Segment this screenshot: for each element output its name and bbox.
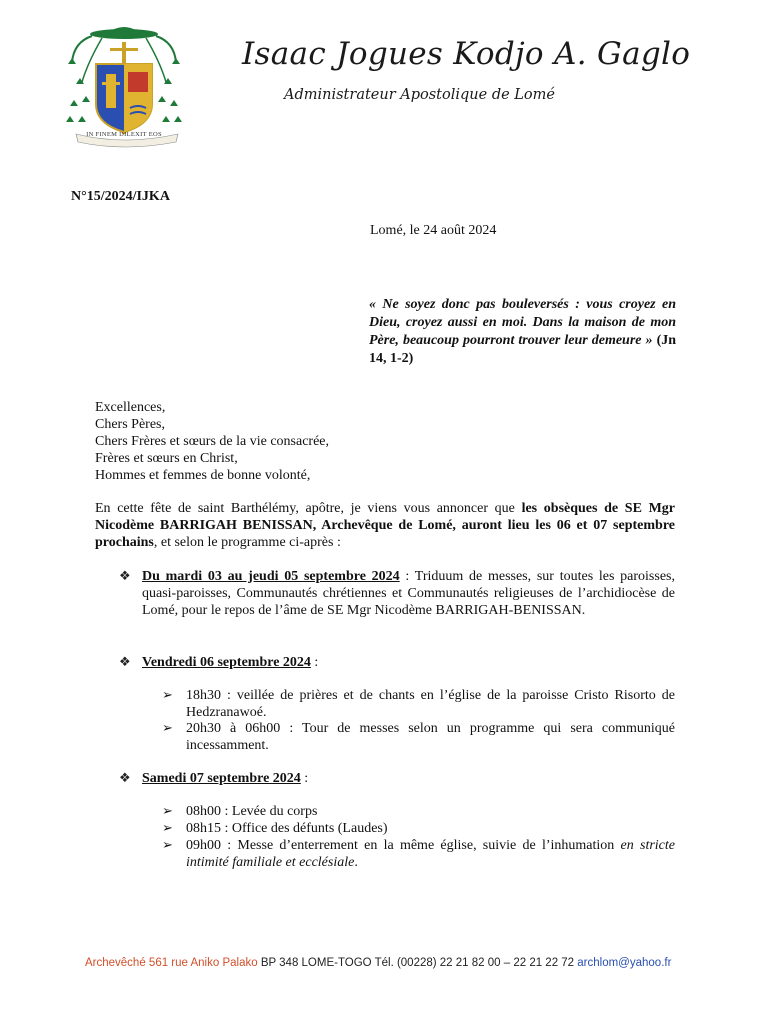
arrow-bullet-icon: ➢ <box>162 721 173 736</box>
greetings-block <box>95 399 329 484</box>
program-item-friday <box>119 654 675 671</box>
footer-address: Archevêché 561 rue Aniko Palako <box>85 957 258 969</box>
quote-text: « Ne soyez donc pas bouleversés : vous croyez en Dieu, croyez aussi en moi. Dans la maison de mon Père, beaucoup pourront trouver leur demeure » <box>369 297 676 348</box>
letterhead-name: Isaac Jogues Kodjo A. Gaglo <box>242 36 691 72</box>
subitem-text-part: 09h00 : Messe d’enterrement en la même église, suivie de l’inhumation <box>186 838 621 853</box>
diamond-bullet-icon: ❖ <box>119 655 131 670</box>
subitem-text: 08h00 : Levée du corps <box>186 804 318 819</box>
scripture-quote <box>369 296 676 368</box>
arrow-bullet-icon: ➢ <box>162 821 173 836</box>
program-subitem <box>162 837 675 871</box>
subitem-text: 08h15 : Office des défunts (Laudes) <box>186 821 388 836</box>
greeting-line: Chers Pères, <box>95 417 165 432</box>
subitem-text: 20h30 à 06h00 : Tour de messes selon un programme qui sera communiqué incessamment. <box>186 721 675 753</box>
subitem-text-italic: en stricte intimité familiale et ecclésiale <box>186 838 675 870</box>
program-item-saturday <box>119 770 675 787</box>
footer-contact: BP 348 LOME-TOGO Tél. (00228) 22 21 82 00 – 22 21 22 72 <box>257 957 578 969</box>
arrow-bullet-icon: ➢ <box>162 804 173 819</box>
quote-citation: (Jn 14, 1-2) <box>369 333 677 366</box>
program-item-text <box>142 654 675 671</box>
letter-date: Lomé, le 24 août 2024 <box>370 223 497 238</box>
greeting-line: Hommes et femmes de bonne volonté, <box>95 468 311 483</box>
intro-bold: les obsèques de SE Mgr Nicodème BARRIGAH BENISSAN, Archevêque de Lomé, auront lieu les 06 et 07 septembre prochains <box>95 501 675 550</box>
program-item-text <box>142 568 675 619</box>
program-subitem <box>162 720 675 754</box>
program-item-description: : Triduum de messes, sur toutes les paroisses, quasi-paroisses, Communautés chrétiennes et Communautés religieuses de l’archidiocèse de Lomé, pour le repos de l’âme de SE Mgr Nicodème BARRIGAH-BENISSAN. <box>142 569 675 618</box>
diamond-bullet-icon: ❖ <box>119 771 131 786</box>
program-item-text <box>142 770 675 787</box>
intro-paragraph <box>95 500 675 551</box>
greeting-line: Excellences, <box>95 400 166 415</box>
subitem-text <box>186 837 675 871</box>
program-item-suffix: : <box>310 655 319 670</box>
arrow-bullet-icon: ➢ <box>162 688 173 703</box>
program-item-suffix: : <box>300 771 309 786</box>
footer-email-link[interactable]: archlom@yahoo.fr <box>577 957 672 969</box>
program-subitem <box>162 820 675 837</box>
intro-part2: , et selon le programme ci-après : <box>153 535 341 550</box>
program-subitem <box>162 803 675 820</box>
letter-footer <box>85 957 695 969</box>
subitem-text-end: . <box>354 855 358 870</box>
program-item-heading: Vendredi 06 septembre 2024 <box>142 655 311 670</box>
greeting-line: Chers Frères et sœurs de la vie consacrée, <box>95 434 330 449</box>
letter-reference: N°15/2024/IJKA <box>71 189 170 204</box>
intro-part1: En cette fête de saint Barthélémy, apôtre, je viens vous annoncer que <box>95 501 522 516</box>
program-subitem <box>162 687 675 721</box>
program-item-triduum <box>119 568 675 619</box>
letterhead-title: Administrateur Apostolique de Lomé <box>284 87 555 103</box>
coat-motto: IN FINEM DILEXIT EOS <box>86 131 162 138</box>
program-item-heading: Samedi 07 septembre 2024 <box>142 771 301 786</box>
arrow-bullet-icon: ➢ <box>162 838 173 853</box>
subitem-text: 18h30 : veillée de prières et de chants en l’église de la paroisse Cristo Risorto de Hedzranawoé. <box>186 688 675 720</box>
diamond-bullet-icon: ❖ <box>119 569 131 584</box>
greeting-line: Frères et sœurs en Christ, <box>95 451 238 466</box>
program-item-heading: Du mardi 03 au jeudi 05 septembre 2024 <box>142 569 400 584</box>
